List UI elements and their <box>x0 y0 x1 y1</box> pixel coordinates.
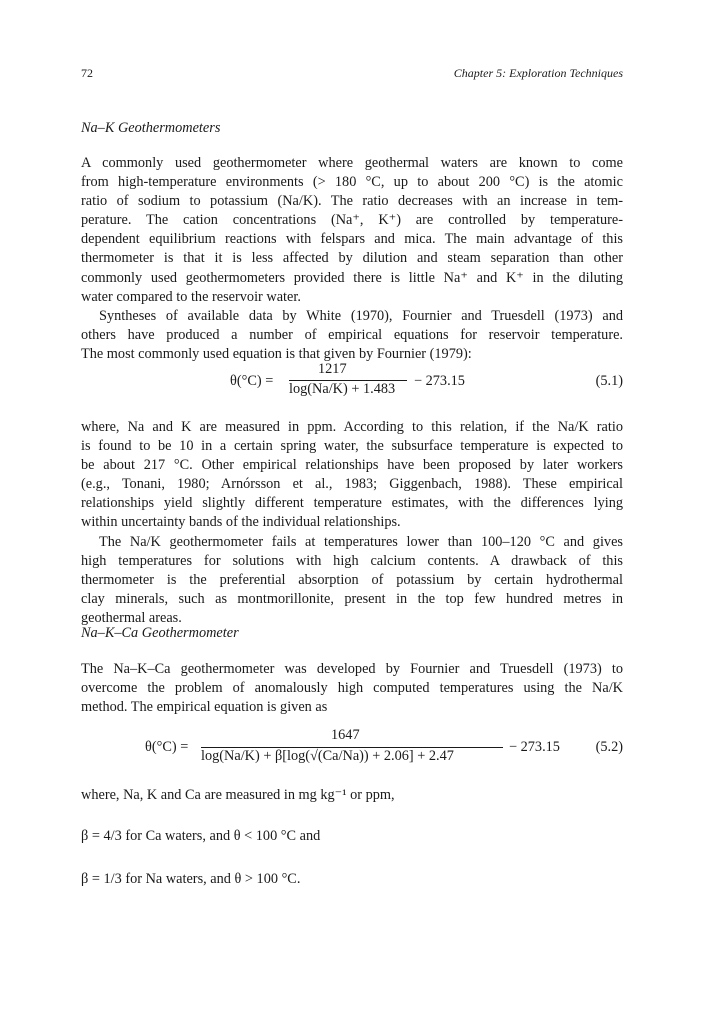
section-heading-na-k: Na–K Geothermometers <box>81 120 221 136</box>
text-line: ratio of sodium to potassium (Na/K). The ratio decreases with an increase in tem- <box>81 193 623 210</box>
text-line: high temperatures for solutions with high calcium contents. A drawback of this <box>81 553 623 570</box>
eq2-denominator: log(Na/K) + β[log(√(Ca/Na)) + 2.06] + 2.47 <box>201 748 454 764</box>
text-line: where, Na and K are measured in ppm. According to this relation, if the Na/K ratio <box>81 419 623 435</box>
eq1-denominator: log(Na/K) + 1.483 <box>289 381 396 397</box>
paragraph-na-k-intro <box>81 154 623 307</box>
eq1-numerator: 1217 <box>318 361 347 377</box>
text-line: be about 217 °C. Other empirical relationships have been proposed by later workers <box>81 457 623 474</box>
text-line: relationships yield slightly different temperature estimates, with the differences lying <box>81 495 623 512</box>
text-line: commonly used geothermometers provided there is little Na⁺ and K⁺ in the diluting <box>81 269 623 286</box>
text-line: water compared to the reservoir water. <box>81 288 301 305</box>
text-line: The Na/K geothermometer fails at temperatures lower than 100–120 °C and gives <box>99 534 623 550</box>
text-line: method. The empirical equation is given as <box>81 699 328 716</box>
text-line: thermometer is that it is less affected by dilution and steam separation than other <box>81 250 623 267</box>
paragraph-na-k-ca-intro <box>81 660 623 717</box>
text-line: where, Na, K and Ca are measured in mg kg⁻¹ or ppm, <box>81 787 395 803</box>
text-line: geothermal areas. <box>81 610 182 627</box>
text-line: clay minerals, such as montmorillonite, present in the top few hundred metres in <box>81 591 623 608</box>
paragraph-where-na-k <box>81 418 623 533</box>
text-line: perature. The cation concentrations (Na⁺, K⁺) are controlled by temperature- <box>81 212 623 229</box>
eq1-number: (5.1) <box>595 373 623 389</box>
text-line: thermometer is the preferential absorption of potassium by certain hydrothermal <box>81 572 623 589</box>
text-line: from high-temperature environments (> 180 °C, up to about 200 °C) is the atomic <box>81 174 623 191</box>
beta-definition-ca <box>81 827 623 846</box>
text-line: within uncertainty bands of the individual relationships. <box>81 514 401 531</box>
text-line: β = 1/3 for Na waters, and θ > 100 °C. <box>81 871 301 887</box>
chapter-title: Chapter 5: Exploration Techniques <box>453 66 623 80</box>
section-heading-na-k-ca: Na–K–Ca Geothermometer <box>81 625 239 641</box>
paragraph-syntheses <box>81 307 623 364</box>
paragraph-na-k-fails <box>81 533 623 628</box>
text-line: overcome the problem of anomalously high computed temperatures using the Na/K <box>81 680 623 697</box>
text-line: β = 4/3 for Ca waters, and θ < 100 °C and <box>81 828 321 844</box>
text-line: dependent equilibrium reactions with felspars and mica. The main advantage of this <box>81 231 623 248</box>
text-line: is found to be 10 in a certain spring water, the subsurface temperature is expected to <box>81 438 623 455</box>
eq2-number: (5.2) <box>595 739 623 755</box>
page-number: 72 <box>81 66 93 80</box>
paragraph-units <box>81 786 623 805</box>
beta-definition-na <box>81 870 623 889</box>
eq2-numerator: 1647 <box>331 727 360 743</box>
text-line: (e.g., Tonani, 1980; Arnórsson et al., 1983; Giggenbach, 1988). These empirical <box>81 476 623 493</box>
text-line: others have produced a number of empirical equations for reservoir temperature. <box>81 327 623 344</box>
eq1-lhs: θ(°C) = <box>230 373 274 389</box>
text-line: A commonly used geothermometer where geothermal waters are known to come <box>81 155 623 171</box>
eq2-lhs: θ(°C) = <box>145 739 189 755</box>
eq1-tail: − 273.15 <box>414 373 465 389</box>
eq2-tail: − 273.15 <box>509 739 560 755</box>
text-line: Syntheses of available data by White (1970), Fournier and Truesdell (1973) and <box>99 308 623 324</box>
text-line: The most commonly used equation is that given by Fournier (1979): <box>81 346 472 363</box>
text-line: The Na–K–Ca geothermometer was developed by Fournier and Truesdell (1973) to <box>81 661 623 677</box>
